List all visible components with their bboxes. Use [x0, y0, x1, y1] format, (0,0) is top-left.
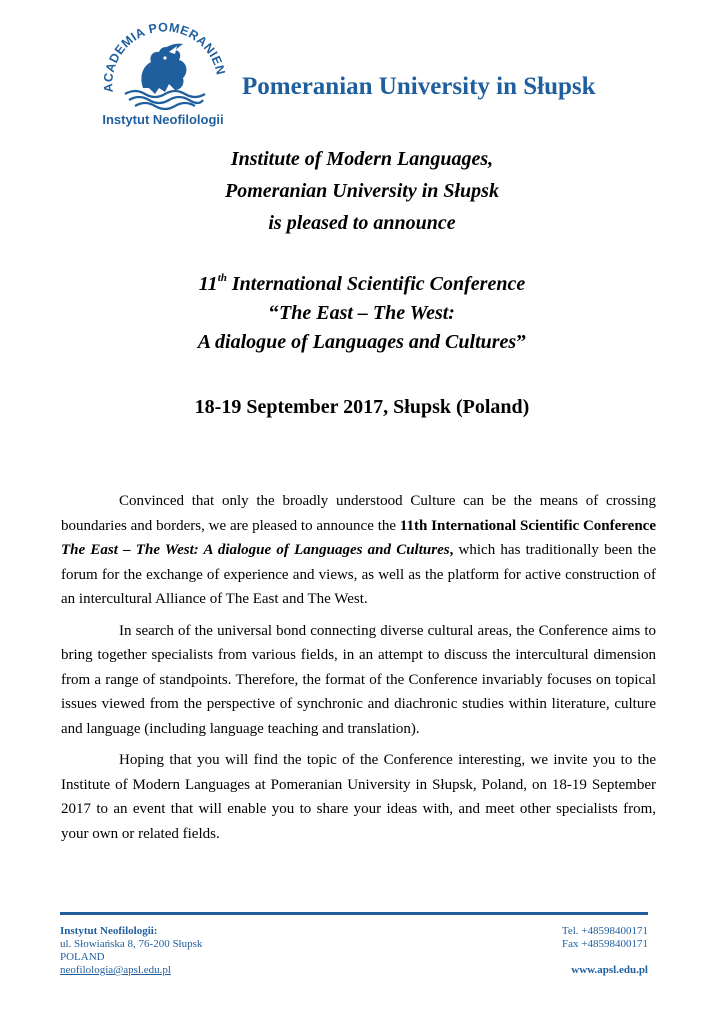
footer-divider	[60, 912, 648, 915]
conference-ordinal: 11	[198, 273, 218, 295]
university-title: Pomeranian University in Słupsk	[242, 73, 596, 100]
footer-tel: Tel. +48598400171	[561, 925, 648, 937]
announcement-block	[0, 143, 724, 239]
p1-comma: ,	[449, 542, 454, 558]
conference-name-text: International Scientific Conference	[226, 273, 526, 295]
p1-text-a: Convinced that only the broadly understood Culture can be the means of crossing boundaries and borders, we are pleased to announce the	[61, 493, 656, 534]
footer-website-link[interactable]: www.apsl.edu.pl	[571, 964, 648, 976]
announcement-line-2: Pomeranian University in Słupsk	[225, 180, 499, 202]
conference-date: 18-19 September 2017, Słupsk (Poland)	[194, 396, 530, 418]
announcement-line-1: Institute of Modern Languages,	[230, 148, 494, 170]
footer-address-block	[60, 925, 202, 977]
conference-ordinal-suffix: th	[217, 272, 227, 284]
footer-email-link[interactable]: neofilologia@apsl.edu.pl	[60, 964, 171, 976]
theme-line-2-text: A dialogue of Languages and Cultures	[197, 331, 517, 353]
footer-address: ul. Słowiańska 8, 76-200 Słupsk	[60, 938, 203, 950]
university-logo	[99, 18, 227, 130]
body-text	[61, 489, 656, 853]
announcement-line-3: is pleased to announce	[268, 212, 456, 234]
footer-contact-block	[562, 925, 648, 951]
p1-bold: 11th International Scientific Conference	[399, 517, 656, 534]
footer-fax: Fax +48598400171	[562, 938, 648, 950]
paragraph-1	[61, 489, 656, 612]
p1-text-b: which has traditionally been the forum for the exchange of experience and views, as well as the platform for active construction of an intercultural Alliance of The East and The West.	[61, 542, 656, 607]
logo-arc-text: ACADEMIA POMERANIEN	[101, 20, 227, 93]
theme-line-1-text: The East – The West:	[279, 302, 455, 324]
griffin-emblem-icon	[99, 18, 227, 130]
paragraph-2: In search of the universal bond connecting diverse cultural areas, the Conference aims to bring together specialists from various fields, in an attempt to discuss the intercultural dimension from a range of standpoints. Therefore, the format of the Conference invariably focuses on topical issues viewed from the perspective of synchronic and diachronic studies within literature, culture and language (including language teaching and translation).	[61, 622, 656, 737]
quote-close: ”	[516, 331, 527, 353]
footer-org: Instytut Neofilologii:	[60, 925, 158, 937]
p1-bold-italic: The East – The West: A dialogue of Languages and Cultures	[61, 542, 450, 558]
conference-name	[0, 270, 724, 299]
paragraph-3: Hoping that you will find the topic of the Conference interesting, we invite you to the Institute of Modern Languages at Pomeranian University in Słupsk, Poland, on 18-19 September 2017 to an event that will enable you to share your ideas with, and meet other specialists from, your own or related fields.	[61, 752, 656, 842]
conference-theme-line-2	[0, 328, 724, 357]
logo-subtitle: Instytut Neofilologii	[102, 112, 224, 127]
footer-country: POLAND	[60, 951, 105, 963]
quote-open: “	[269, 302, 280, 324]
conference-theme-line-1	[0, 299, 724, 328]
conference-title-block	[0, 270, 724, 357]
